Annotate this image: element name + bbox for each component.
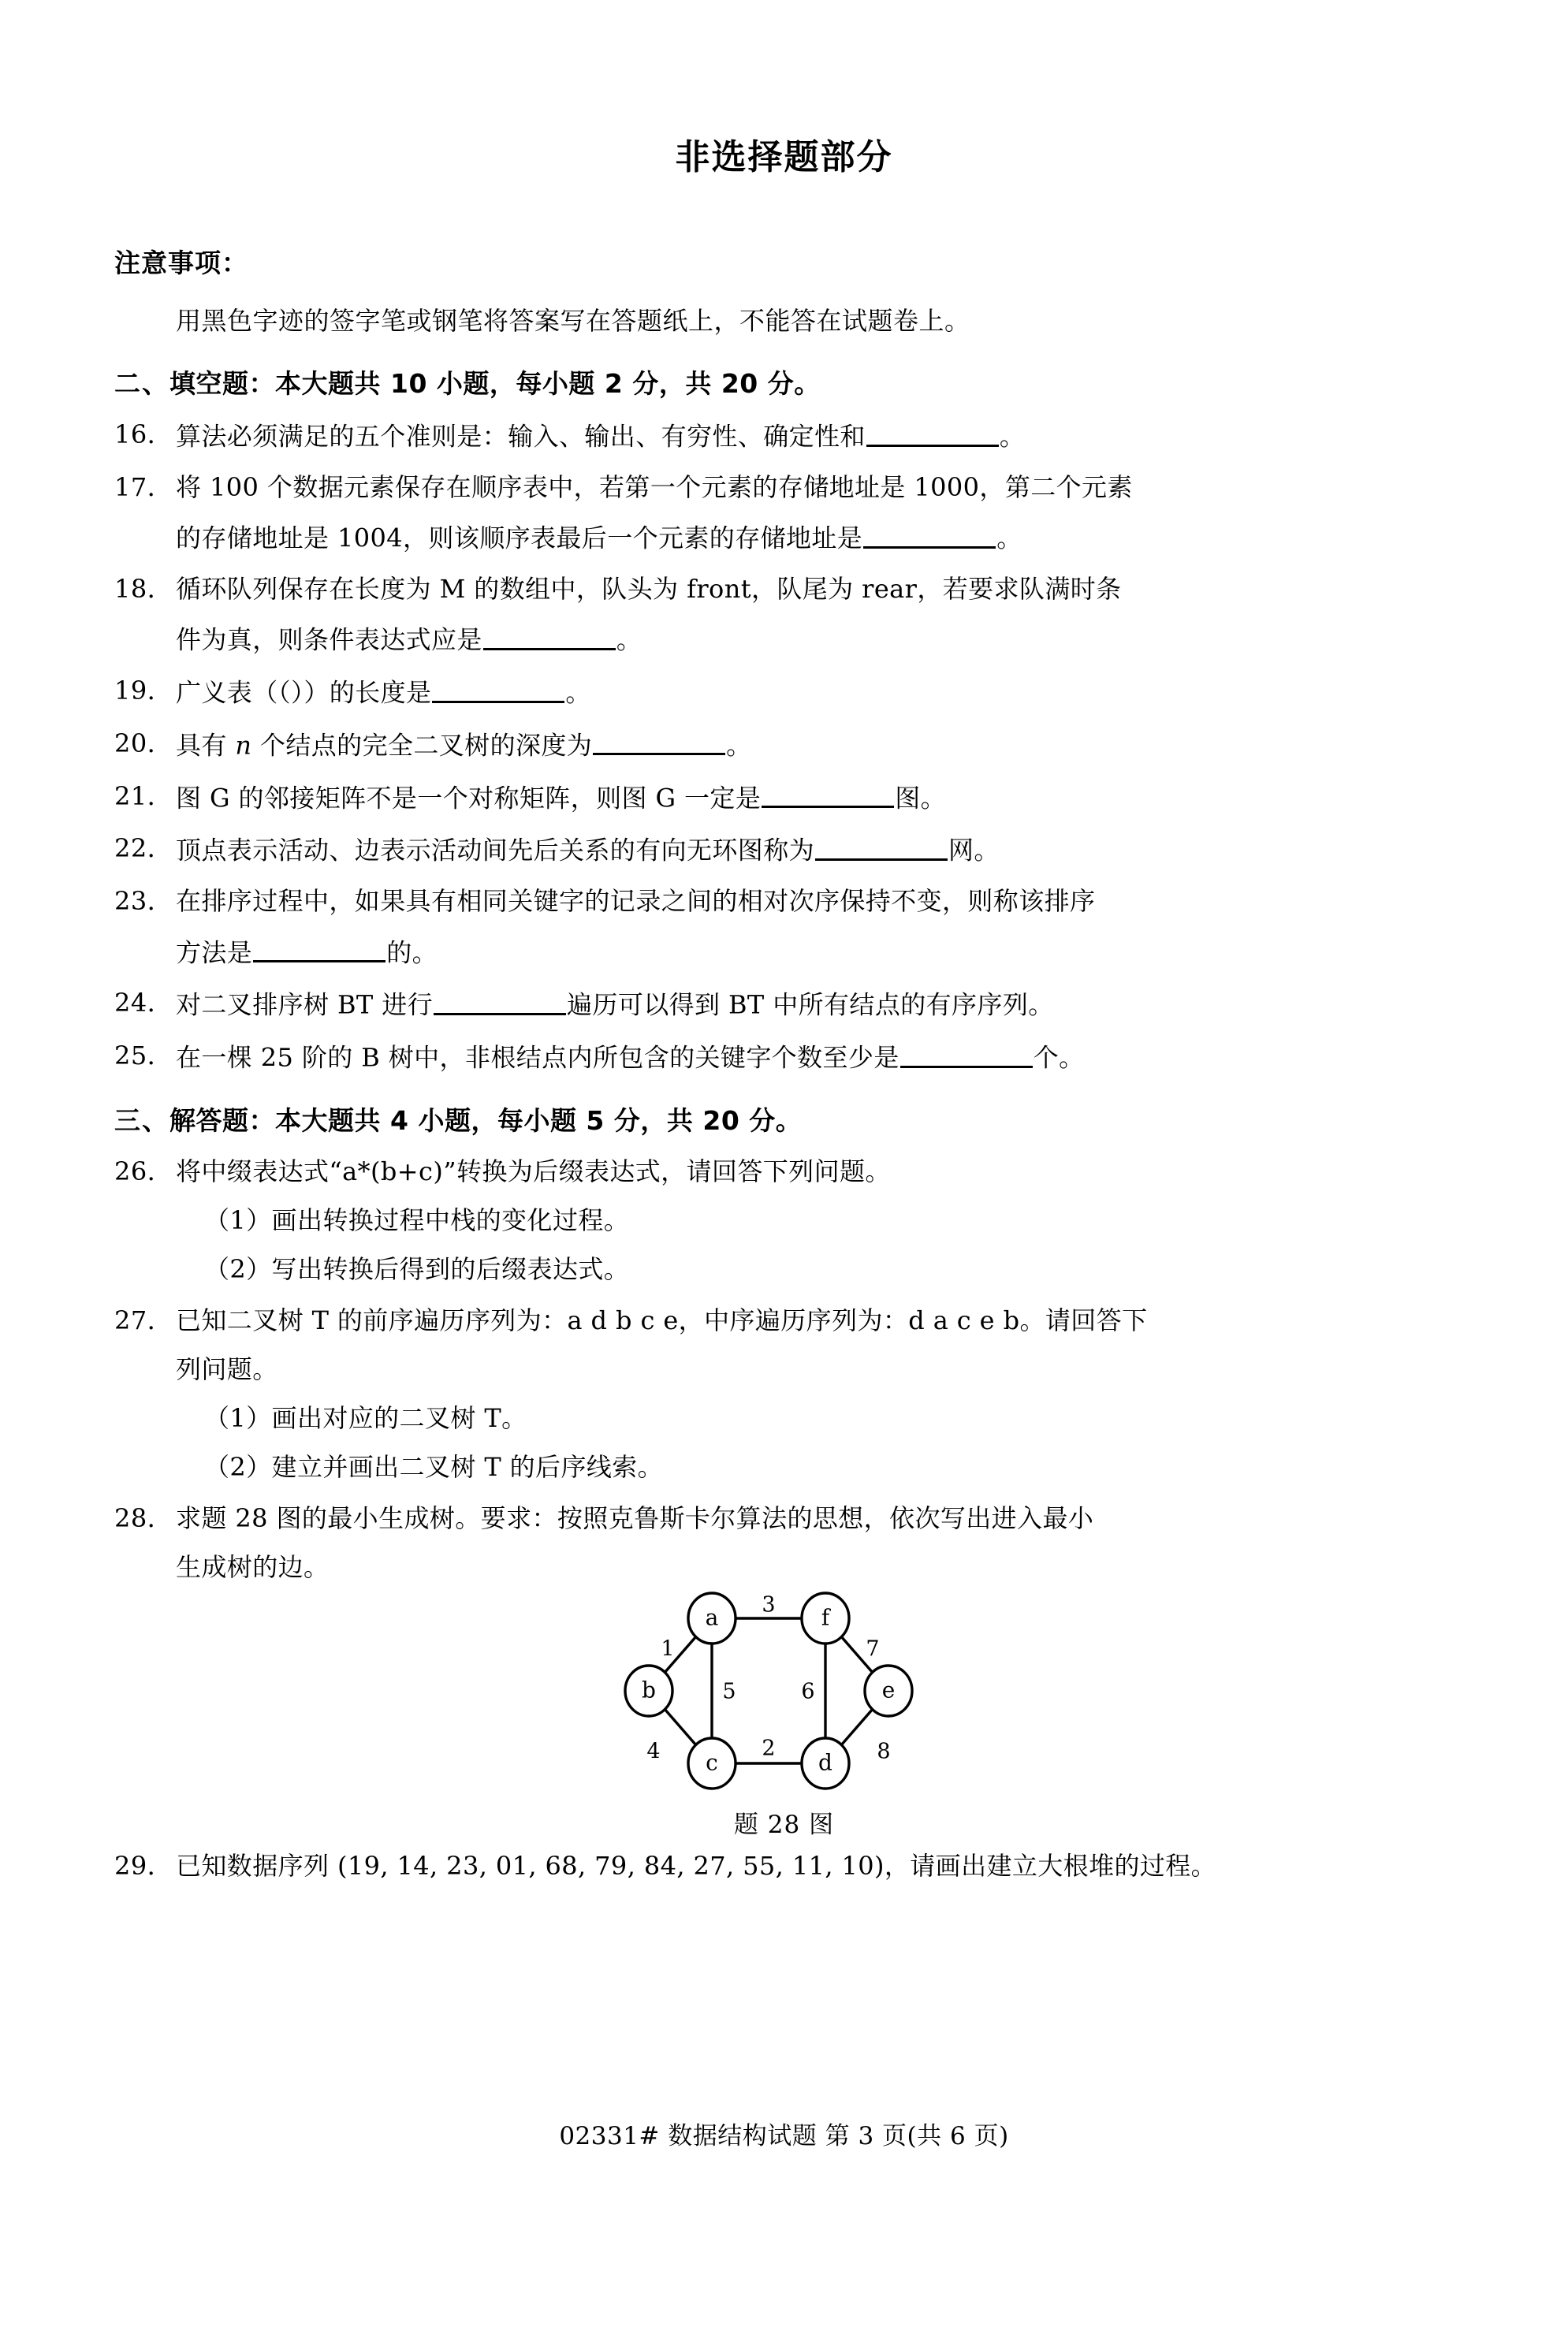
question-body — [176, 674, 1454, 709]
answer-blank[interactable] — [253, 934, 385, 963]
text-segment: 个。 — [1033, 1042, 1085, 1073]
question-body — [176, 884, 1454, 969]
question-number: 20． — [114, 728, 173, 758]
question-line — [176, 1039, 1454, 1074]
question-line: 将 100 个数据元素保存在顺序表中，若第一个元素的存储地址是 1000，第二个元素 — [176, 471, 1133, 502]
text-segment: 图 G 的邻接矩阵不是一个对称矩阵，则图 G 一定是 — [176, 783, 762, 813]
question-body — [176, 832, 1454, 867]
question-line: 已知二叉树 T 的前序遍历序列为：a d b c e，中序遍历序列为：d a c e b。请回答下 — [176, 1305, 1148, 1335]
question-line: 在排序过程中，如果具有相同关键字的记录之间的相对次序保持不变，则称该排序 — [176, 886, 1096, 917]
question-line — [176, 727, 1454, 762]
question-body — [176, 418, 1454, 453]
text-segment: 广义表（（））的长度是 — [176, 677, 432, 708]
text-segment: 。 — [996, 523, 1022, 553]
section-title: 解答题：本大题共 4 小题，每小题 5 分，共 20 分。 — [169, 1104, 803, 1136]
question-number: 21． — [114, 780, 173, 811]
question-19 — [114, 674, 1454, 709]
text-segment: 具有 — [176, 730, 236, 761]
text-segment: 件为真，则条件表达式应是 — [176, 624, 482, 655]
question-26 — [114, 1155, 1454, 1286]
question-16 — [114, 418, 1454, 453]
page-title: 非选择题部分 — [675, 137, 893, 177]
answer-blank[interactable] — [863, 519, 996, 549]
text-segment: 。 — [999, 421, 1026, 452]
graph-node-label-f: f — [821, 1604, 829, 1631]
question-body — [176, 727, 1454, 762]
question-line — [176, 986, 1454, 1022]
graph-edge-weight-f-e: 7 — [865, 1636, 880, 1662]
graph-edge-weight-a-b: 1 — [660, 1636, 675, 1662]
question-number: 27． — [114, 1305, 173, 1335]
undirected-weighted-graph — [619, 1588, 950, 1801]
graph-edge-d-e — [841, 1710, 872, 1745]
question-24 — [114, 986, 1454, 1022]
question-line — [176, 519, 1454, 555]
graph-node-label-b: b — [641, 1677, 656, 1703]
question-subitem: （2）写出转换后得到的后缀表达式。 — [204, 1254, 630, 1285]
graph-edge-weight-d-e: 8 — [876, 1739, 891, 1764]
question-number: 24． — [114, 988, 173, 1018]
question-line — [176, 832, 1454, 867]
figure-28 — [114, 1588, 1454, 1840]
question-line: 求题 28 图的最小生成树。要求：按照克鲁斯卡尔算法的思想，依次写出进入最小 — [176, 1502, 1094, 1533]
answer-blank[interactable] — [432, 674, 564, 703]
question-body — [176, 1039, 1454, 1074]
text-segment: 个结点的完全二叉树的深度为 — [251, 730, 593, 761]
question-17 — [114, 471, 1454, 555]
question-number: 25． — [114, 1041, 173, 1071]
variable-n: n — [235, 730, 252, 761]
graph-node-label-a: a — [705, 1604, 718, 1631]
question-number: 29． — [114, 1851, 173, 1882]
answer-blank[interactable] — [866, 418, 999, 447]
section-number: 二、 — [114, 368, 169, 399]
section-title: 填空题：本大题共 10 小题，每小题 2 分，共 20 分。 — [169, 368, 821, 399]
text-segment: 。 — [565, 677, 591, 708]
text-segment: 。 — [616, 624, 642, 655]
answer-blank[interactable] — [815, 832, 948, 861]
graph-node-label-e: e — [881, 1677, 895, 1703]
text-segment: 算法必须满足的五个准则是：输入、输出、有穷性、确定性和 — [176, 421, 866, 452]
text-segment: 遍历可以得到 BT 中所有结点的有序序列。 — [567, 989, 1054, 1020]
text-segment: 的存储地址是 1004，则该顺序表最后一个元素的存储地址是 — [176, 523, 863, 553]
text-segment: 顶点表示活动、边表示活动间先后关系的有向无环图称为 — [176, 836, 815, 866]
question-body — [176, 471, 1454, 555]
graph-node-label-c: c — [705, 1749, 718, 1776]
graph-node-label-d: d — [818, 1749, 832, 1776]
notice-body: 用黑色字迹的签字笔或钢笔将答案写在答题纸上，不能答在试题卷上。 — [176, 306, 970, 336]
answer-blank[interactable] — [434, 986, 566, 1015]
question-28 — [114, 1502, 1454, 1584]
question-line — [176, 621, 1454, 657]
question-line: 将中缀表达式“a*(b+c)”转换为后缀表达式，请回答下列问题。 — [176, 1156, 891, 1186]
question-21 — [114, 780, 1454, 815]
question-20 — [114, 727, 1454, 762]
question-line — [176, 780, 1454, 815]
section-number: 三、 — [114, 1104, 169, 1136]
question-number: 16． — [114, 419, 173, 449]
question-29 — [114, 1849, 1454, 1882]
section-heading-fill-in-blank — [114, 363, 1454, 400]
question-line: 循环队列保存在长度为 M 的数组中，队头为 front，队尾为 rear，若要求队满时条 — [176, 573, 1122, 604]
question-body — [176, 572, 1454, 657]
question-body — [176, 1155, 1454, 1286]
text-segment: 对二叉排序树 BT 进行 — [176, 989, 434, 1020]
question-line: 生成树的边。 — [176, 1551, 330, 1582]
text-segment: 。 — [726, 730, 752, 761]
text-segment: 的。 — [386, 937, 438, 968]
question-27 — [114, 1304, 1454, 1484]
question-number: 17． — [114, 471, 173, 502]
graph-edge-weight-c-d: 2 — [761, 1736, 776, 1761]
question-body — [176, 1502, 1454, 1584]
question-body — [176, 986, 1454, 1022]
graph-edge-weight-a-c: 5 — [721, 1679, 736, 1704]
question-25 — [114, 1039, 1454, 1074]
question-number: 28． — [114, 1502, 173, 1533]
question-subitem: （2）建立并画出二叉树 T 的后序线索。 — [204, 1452, 664, 1483]
question-number: 23． — [114, 886, 173, 917]
graph-edge-b-c — [665, 1710, 695, 1745]
question-line: 已知数据序列 (19, 14, 23, 01, 68, 79, 84, 27, 55, 11, 10)，请画出建立大根堆的过程。 — [176, 1851, 1217, 1882]
figure-caption: 题 28 图 — [733, 1811, 835, 1840]
question-number: 18． — [114, 573, 173, 604]
question-subitem: （1）画出对应的二叉树 T。 — [204, 1403, 527, 1434]
question-line: 列问题。 — [176, 1353, 278, 1384]
question-number: 26． — [114, 1156, 173, 1186]
question-22 — [114, 832, 1454, 867]
question-line — [176, 418, 1454, 453]
question-body — [176, 1304, 1454, 1484]
notice-heading: 注意事项： — [114, 248, 248, 278]
answer-blank[interactable] — [593, 727, 725, 756]
question-18 — [114, 572, 1454, 657]
question-body — [176, 1849, 1454, 1882]
question-line — [176, 934, 1454, 970]
question-23 — [114, 884, 1454, 969]
answer-blank[interactable] — [762, 780, 894, 809]
question-number: 19． — [114, 675, 173, 705]
question-body — [176, 780, 1454, 815]
answer-blank[interactable] — [483, 621, 616, 650]
question-number: 22． — [114, 833, 173, 864]
graph-edge-weight-f-d: 6 — [800, 1679, 815, 1704]
text-segment: 图。 — [895, 783, 947, 813]
page-footer: 02331# 数据结构试题 第 3 页(共 6 页) — [559, 2122, 1009, 2150]
graph-edge-weight-b-c: 4 — [646, 1739, 661, 1764]
question-subitem: （1）画出转换过程中栈的变化过程。 — [204, 1205, 630, 1236]
text-segment: 方法是 — [176, 937, 253, 968]
graph-edge-weight-a-f: 3 — [761, 1592, 776, 1618]
question-line — [176, 674, 1454, 709]
section-heading-short-answer — [114, 1100, 1454, 1137]
text-segment: 在一棵 25 阶的 B 树中，非根结点内所包含的关键字个数至少是 — [176, 1042, 899, 1073]
text-segment: 网。 — [948, 836, 1000, 866]
answer-blank[interactable] — [900, 1039, 1033, 1068]
